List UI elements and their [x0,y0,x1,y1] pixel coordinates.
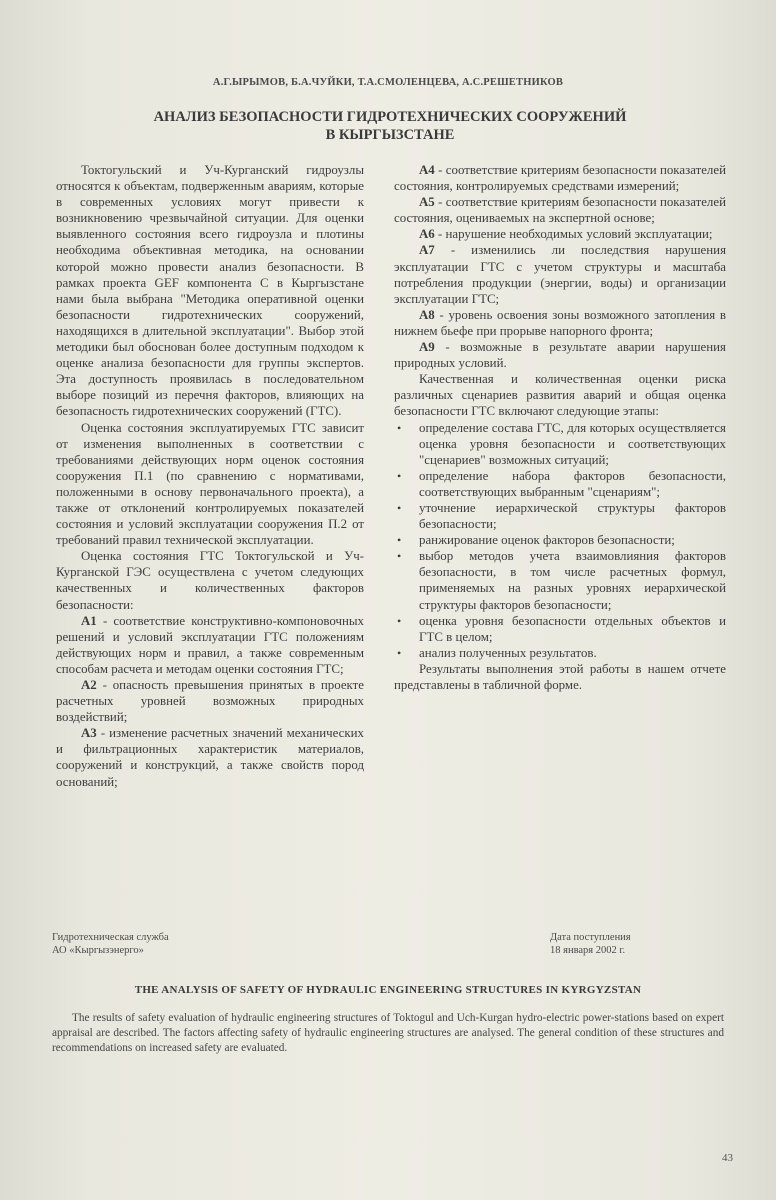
paragraph-intro: Токтогульский и Уч-Курганский гидроузлы относятся к объектам, подверженным авариям, которые в современных условиях могут привести к возникновению чрезвычайной ситуации. Для оценки выявленного состояния всего гидроузла и плотины необходима объективная методика, на основании которой можно провести анализ безопасности. В рамках проекта GEF компонента С в Кыргызстане нами была выбрана "Методика оперативной оценки безопасности гидротехнических сооружений, находящихся в длительной эксплуатации". Выбор этой методики был обоснован более доступным подходом к оценке анализа безопасности для группы экспертов. Эта доступность проявилась в последовательном выборе позиций из перечня факторов, влияющих на безопасность гидротехнических сооружений (ГТС). [56,163,364,419]
factor-code: А2 [81,678,97,692]
factor-text: - соответствие критериям безопасности показателей состояния, контролируемых средствами измерений; [394,163,726,194]
factor-item [56,613,364,677]
stage-text: определение состава ГТС, для которых осуществляется оценка уровня безопасности и соответствующих "сценариев" возможных ситуаций; [419,420,726,467]
factor-item [394,242,726,306]
stage-item [394,548,726,612]
factor-item [394,194,726,226]
organization-name: Гидротехническая служба [52,932,169,943]
factor-text: - нарушение необходимых условий эксплуатации; [438,227,713,242]
bullet-icon: • [397,500,402,515]
factor-text: - возможные в результате аварии нарушения природных условий. [394,340,726,371]
factor-item [56,725,364,789]
factor-code: А8 [419,307,435,322]
factor-item [394,339,726,371]
stage-text: оценка уровня безопасности отдельных объектов и ГТС в целом; [419,613,726,644]
receipt-date-label: Дата поступления [550,932,631,943]
stage-text: ранжирование оценок факторов безопасности; [419,533,675,548]
receipt-date-value: 18 января 2002 г. [550,944,626,956]
stage-text: уточнение иерархической структуры факторов безопасности; [419,500,726,532]
factor-item [56,677,364,725]
stage-item [394,532,726,548]
paragraph-results: Результаты выполнения этой работы в нашем отчете представлены в табличной форме. [394,661,726,692]
bullet-icon: • [397,549,402,564]
article-authors: А.Г.ЫРЫМОВ, Б.А.ЧУЙКИ, Т.А.СМОЛЕНЦЕВА, А.С.РЕШЕТНИКОВ [212,77,564,88]
left-text-column [56,162,364,790]
page-number: 43 [722,1152,733,1164]
factor-code: А6 [419,227,435,242]
stage-item [394,613,726,645]
organization-company: АО «Кыргызэнерго» [52,944,144,956]
bullet-icon: • [397,613,402,628]
stages-list [394,420,726,661]
factor-code: А4 [419,163,435,177]
paragraph-state-assessment: Оценка состояния эксплуатируемых ГТС зависит от изменения выполненных в соответствии с требованиями действующих норм оценок состояния сооружения П.1 (по сравнению с нормативами, положенными в основу первоначального проекта), а также от отклонений контролируемых показателей состояния и условий эксплуатации сооружения П.2 от требований правил технической эксплуатации. [56,420,364,548]
factor-item [394,162,726,194]
factor-code: А3 [81,726,97,741]
factor-item [394,226,726,242]
stage-text: определение набора факторов безопасности, соответствующих выбранным "сценариям"; [419,468,726,499]
bullet-icon: • [397,420,402,435]
paragraph-factors-intro: Оценка состояния ГТС Токтогульской и Уч-Курганской ГЭС осуществлена с учетом следующих качественных и количественных факторов безопасности: [56,549,364,612]
english-title: THE ANALYSIS OF SAFETY OF HYDRAULIC ENGINEERING STRUCTURES IN KYRGYZSTAN [134,984,642,996]
english-abstract: The results of safety evaluation of hydraulic engineering structures of Toktogul and Uch-Kurgan hydro-electric power-stations based on expert appraisal are described. The factors affecting safety of hydraulic engineering structures are analysed. The general condition of these structures and recommendations on increased safety are evaluated. [52,1012,724,1054]
factor-code: А9 [419,340,435,355]
stage-item [394,420,726,468]
factor-text: - уровень освоения зоны возможного затопления в нижнем бьефе при прорыве напорного фронта; [394,307,726,338]
receipt-date [550,932,631,957]
bullet-icon: • [397,533,402,548]
factor-text: - опасность превышения принятых в проекте расчетных уровней возможных природных воздействий; [56,678,364,725]
factor-item [394,307,726,339]
article-title: АНАЛИЗ БЕЗОПАСНОСТИ ГИДРОТЕХНИЧЕСКИХ СООРУЖЕНИЙ В КЫРГЫЗСТАНЕ [153,109,627,143]
stage-item [394,500,726,532]
factor-code: А5 [419,195,435,210]
factor-code: А1 [81,613,97,628]
right-text-column [394,162,726,693]
factor-text: - соответствие конструктивно-компоновочных решений и условий эксплуатации ГТС положениям действующих норм и правил, а также современным способам расчета и методам оценки состояния ГТС; [56,613,364,676]
factor-text: - соответствие критериям безопасности показателей состояния, оцениваемых на экспертной основе; [394,195,726,226]
factor-text: - изменились ли последствия нарушения эксплуатации ГТС с учетом структуры и масштаба потребления продукции (энергии, воды) и организации эксплуатации ГТС; [394,243,726,306]
stage-text: выбор методов учета взаимовлияния факторов безопасности, в том числе расчетных формул, применяемых на разных уровнях иерархической структуры факторов безопасности; [419,549,726,612]
paragraph-stages-intro: Качественная и количественная оценки риска различных сценариев развития аварий и общая оценка безопасности ГТС включают следующие этапы: [394,372,726,419]
factor-code: А7 [419,243,435,258]
bullet-icon: • [397,645,402,660]
factor-text: - изменение расчетных значений механических и фильтрационных характеристик материалов, сооружений и конструкций, а также свойств пород оснований; [56,726,364,789]
stage-text: анализ полученных результатов. [419,645,597,660]
bullet-icon: • [397,468,402,483]
organization-signature [52,932,169,957]
stage-item [394,468,726,500]
stage-item [394,645,726,661]
